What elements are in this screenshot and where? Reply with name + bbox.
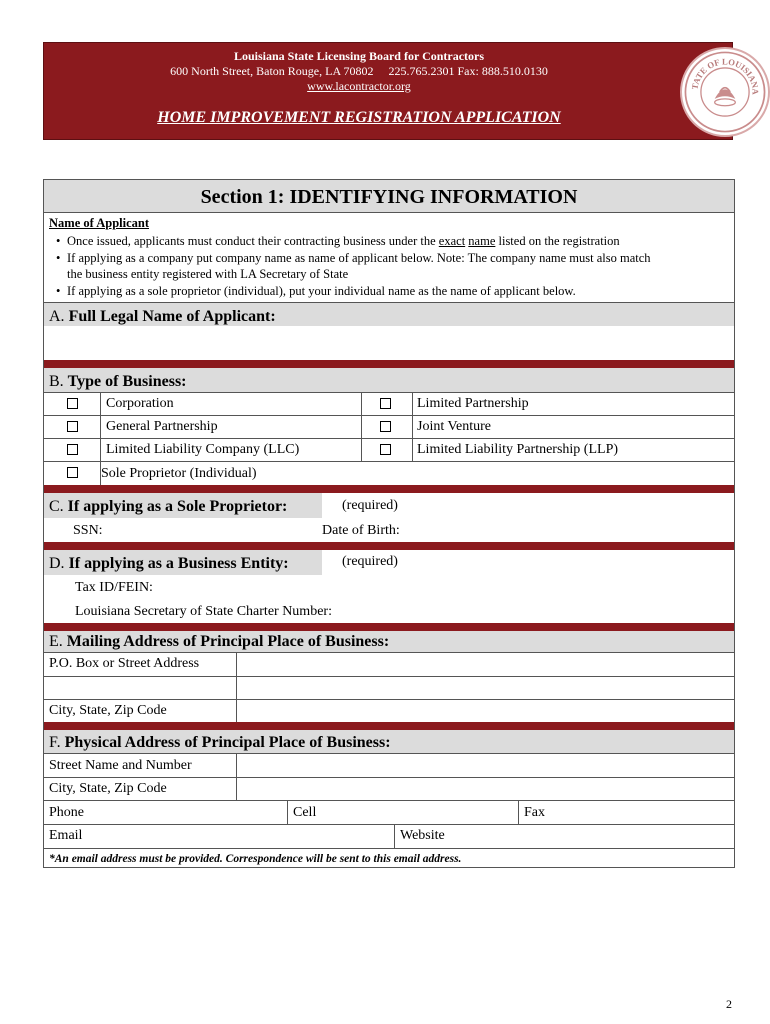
section-title: Section 1: IDENTIFYING INFORMATION (200, 186, 578, 208)
corporation-checkbox[interactable] (67, 398, 78, 409)
llc-checkbox[interactable] (67, 444, 78, 455)
email-label: Email (49, 828, 83, 843)
mailing-po-box-label: P.O. Box or Street Address (49, 656, 200, 671)
option-llp: Limited Liability Partnership (LLP) (417, 442, 619, 457)
option-limited-partnership: Limited Partnership (417, 396, 529, 411)
limited-partnership-checkbox[interactable] (380, 398, 391, 409)
form-title: HOME IMPROVEMENT REGISTRATION APPLICATION (157, 109, 561, 126)
org-address-line (44, 64, 674, 78)
cell-field[interactable] (324, 801, 514, 823)
part-f-header: F. Physical Address of Principal Place of Business: (49, 734, 391, 751)
dob-field[interactable] (414, 520, 724, 540)
mailing-city-field[interactable] (238, 700, 732, 721)
website-field[interactable] (454, 825, 732, 847)
part-a-header: A. Full Legal Name of Applicant: (49, 308, 276, 325)
divider (44, 848, 734, 849)
name-of-applicant-heading: Name of Applicant (49, 216, 149, 230)
ssn-label: SSN: (73, 523, 103, 538)
section-divider-band (44, 485, 734, 493)
llp-checkbox[interactable] (380, 444, 391, 455)
general-partnership-checkbox[interactable] (67, 421, 78, 432)
ssn-field[interactable] (114, 520, 314, 540)
option-joint-venture: Joint Venture (417, 419, 492, 434)
part-b-header: B. Type of Business: (49, 373, 187, 390)
tax-id-label: Tax ID/FEIN: (75, 580, 153, 595)
divider (44, 438, 734, 439)
mailing-street-field[interactable] (238, 653, 732, 675)
divider (236, 652, 237, 722)
joint-venture-checkbox[interactable] (380, 421, 391, 432)
option-general-partnership: General Partnership (106, 419, 218, 434)
divider (287, 800, 288, 824)
section-divider-band (44, 623, 734, 631)
mailing-street-field-2[interactable] (238, 677, 732, 698)
state-seal-icon (680, 47, 770, 137)
sos-charter-field[interactable] (356, 602, 726, 622)
part-d-header: D. If applying as a Business Entity: (49, 555, 289, 572)
divider (236, 753, 237, 800)
phone-label: Phone (49, 805, 84, 820)
divider (44, 461, 734, 462)
website-label: Website (400, 828, 445, 843)
email-note: *An email address must be provided. Correspondence will be sent to this email address. (49, 853, 462, 865)
physical-street-label: Street Name and Number (49, 758, 192, 773)
org-phone-fax: 225.765.2301 Fax: 888.510.0130 (388, 64, 548, 78)
divider (44, 212, 734, 213)
org-website-link[interactable]: www.lacontractor.org (307, 79, 411, 93)
fax-label: Fax (524, 805, 545, 820)
divider (44, 415, 734, 416)
part-c-required: (required) (342, 498, 398, 513)
divider (361, 392, 362, 461)
physical-city-label: City, State, Zip Code (49, 781, 167, 796)
divider (518, 800, 519, 824)
org-name: Louisiana State Licensing Board for Contractors (233, 49, 485, 63)
mailing-city-label: City, State, Zip Code (49, 703, 167, 718)
option-corporation: Corporation (106, 396, 174, 411)
sole-proprietor-checkbox[interactable] (67, 467, 78, 478)
part-d-required: (required) (342, 554, 398, 569)
physical-city-field[interactable] (238, 778, 732, 799)
tax-id-field[interactable] (164, 578, 724, 598)
divider (412, 392, 413, 461)
svg-text:STATE OF LOUISIANA: TATE OF LOUISIANA (689, 56, 761, 95)
instruction-bullet-1: • Once issued, applicants must conduct their contracting business under the exact name listed on the registration (67, 234, 620, 249)
part-c-header: C. If applying as a Sole Proprietor: (49, 498, 288, 515)
page-number: 2 (726, 997, 732, 1011)
instruction-bullet-2-cont: the business entity registered with LA Secretary of State (67, 267, 349, 281)
divider (394, 824, 395, 848)
cell-label: Cell (293, 805, 317, 820)
instruction-bullet-3: • If applying as a sole proprietor (individual), put your individual name as the name of applicant below. (67, 284, 576, 299)
option-sole-proprietor: Sole Proprietor (Individual) (101, 466, 257, 481)
org-address: 600 North Street, Baton Rouge, LA 70802 (170, 64, 374, 78)
sos-charter-label: Louisiana Secretary of State Charter Number: (75, 604, 332, 619)
instruction-bullet-2: • If applying as a company put company name as name of applicant below. Note: The company name must also match (67, 251, 651, 266)
dob-label: Date of Birth: (322, 523, 400, 538)
identifying-information-form (43, 179, 735, 868)
section-divider-band (44, 542, 734, 550)
section-divider-band (44, 722, 734, 730)
letterhead-banner (43, 42, 761, 140)
part-e-header: E. Mailing Address of Principal Place of Business: (49, 633, 390, 650)
email-field[interactable] (94, 825, 390, 847)
fax-field[interactable] (552, 801, 732, 823)
phone-field[interactable] (94, 801, 284, 823)
option-llc: Limited Liability Company (LLC) (106, 442, 300, 457)
section-divider-band (44, 360, 734, 368)
divider (44, 392, 734, 393)
full-legal-name-field[interactable] (45, 327, 733, 359)
physical-street-field[interactable] (238, 754, 732, 776)
